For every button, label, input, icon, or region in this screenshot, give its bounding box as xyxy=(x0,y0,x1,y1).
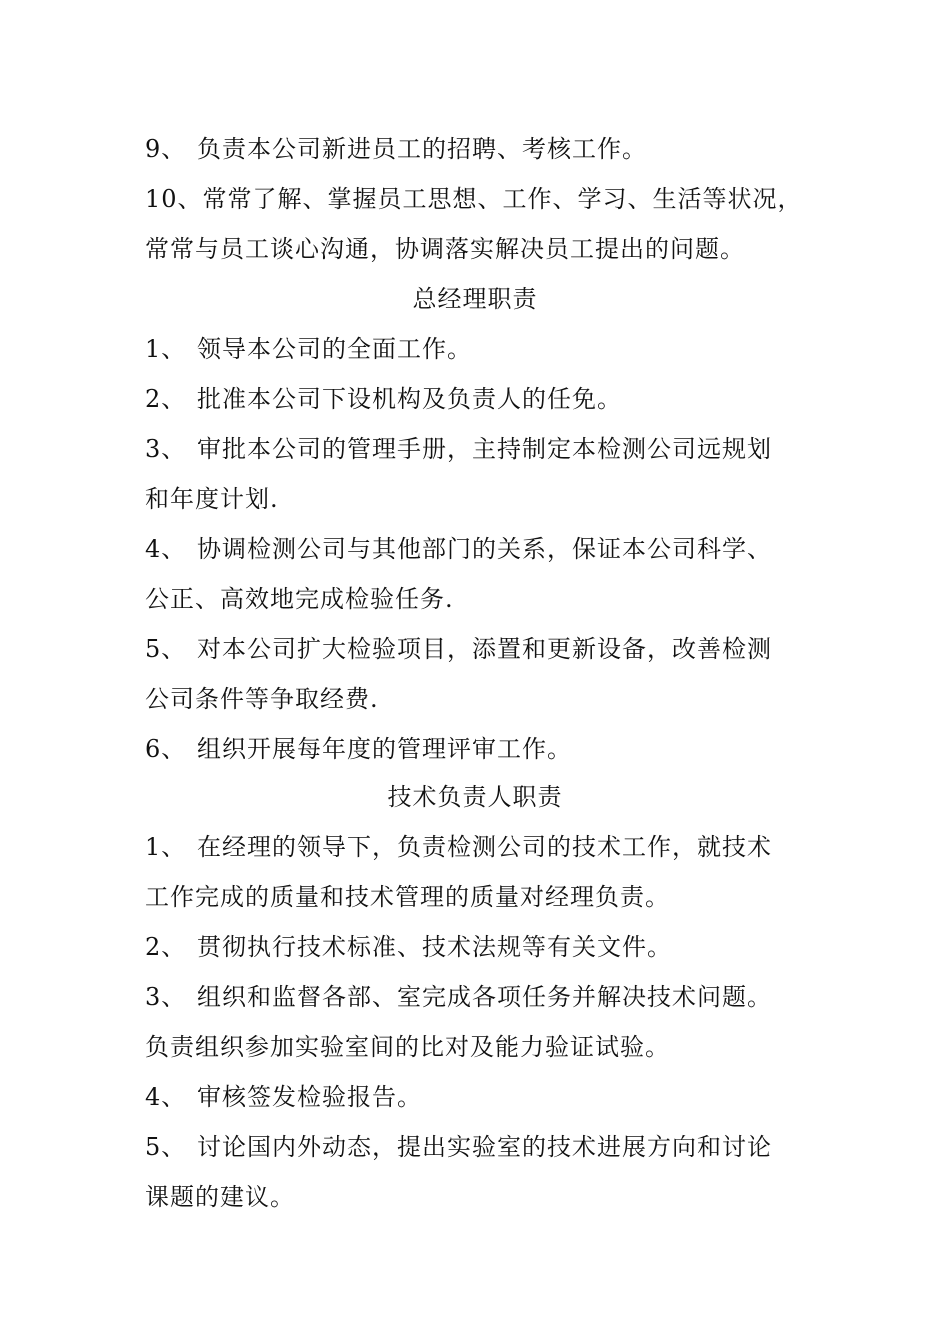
item-number: 1、 xyxy=(145,335,187,363)
section-title: 技术负责人职责 xyxy=(387,783,563,811)
item-text: 对本公司扩大检验项目，添置和更新设备，改善检测 xyxy=(197,635,772,663)
list-item xyxy=(145,1081,422,1113)
item-text: 批准本公司下设机构及负责人的任免。 xyxy=(197,385,622,413)
item-number: 2、 xyxy=(145,385,187,413)
item-text: 常常了解、掌握员工思想、工作、学习、生活等状况， xyxy=(202,185,803,213)
item-text: 领导本公司的全面工作。 xyxy=(197,335,472,363)
list-item xyxy=(145,1131,772,1163)
item-continuation: 公正、高效地完成检验任务. xyxy=(145,585,454,613)
item-number: 6、 xyxy=(145,735,187,763)
item-continuation: 负责组织参加实验室间的比对及能力验证试验。 xyxy=(145,1033,670,1061)
item-text: 组织开展每年度的管理评审工作。 xyxy=(197,735,572,763)
item-number: 2、 xyxy=(145,933,187,961)
item-number: 4、 xyxy=(145,535,187,563)
item-text: 负责本公司新进员工的招聘、考核工作。 xyxy=(197,135,647,163)
item-number: 3、 xyxy=(145,435,187,463)
list-item xyxy=(145,383,622,415)
list-item xyxy=(145,633,772,665)
item-text: 贯彻执行技术标准、技术法规等有关文件。 xyxy=(197,933,672,961)
item-number: 5、 xyxy=(145,635,187,663)
item-text: 审批本公司的管理手册，主持制定本检测公司远规划 xyxy=(197,435,772,463)
list-item xyxy=(145,533,772,565)
item-text: 协调检测公司与其他部门的关系，保证本公司科学、 xyxy=(197,535,772,563)
item-number: 1、 xyxy=(145,833,187,861)
item-number: 5、 xyxy=(145,1133,187,1161)
item-text: 组织和监督各部、室完成各项任务并解决技术问题。 xyxy=(197,983,772,1011)
list-item xyxy=(145,931,672,963)
item-continuation: 公司条件等争取经费. xyxy=(145,685,379,713)
list-item xyxy=(145,333,472,365)
list-item xyxy=(145,433,772,465)
item-text: 审核签发检验报告。 xyxy=(197,1083,422,1111)
item-continuation: 课题的建议。 xyxy=(145,1183,295,1211)
item-continuation: 和年度计划. xyxy=(145,485,279,513)
item-number: 4、 xyxy=(145,1083,187,1111)
item-number: 10、 xyxy=(145,185,203,213)
item-number: 3、 xyxy=(145,983,187,1011)
list-item xyxy=(145,733,572,765)
item-number: 9、 xyxy=(145,135,187,163)
item-continuation: 常常与员工谈心沟通，协调落实解决员工提出的问题。 xyxy=(145,235,745,263)
list-item xyxy=(145,133,647,165)
list-item xyxy=(145,831,772,863)
list-item xyxy=(145,183,803,215)
list-item xyxy=(145,981,772,1013)
item-text: 在经理的领导下，负责检测公司的技术工作，就技术 xyxy=(197,833,772,861)
section-title: 总经理职责 xyxy=(412,285,538,313)
item-continuation: 工作完成的质量和技术管理的质量对经理负责。 xyxy=(145,883,670,911)
item-text: 讨论国内外动态，提出实验室的技术进展方向和讨论 xyxy=(197,1133,772,1161)
